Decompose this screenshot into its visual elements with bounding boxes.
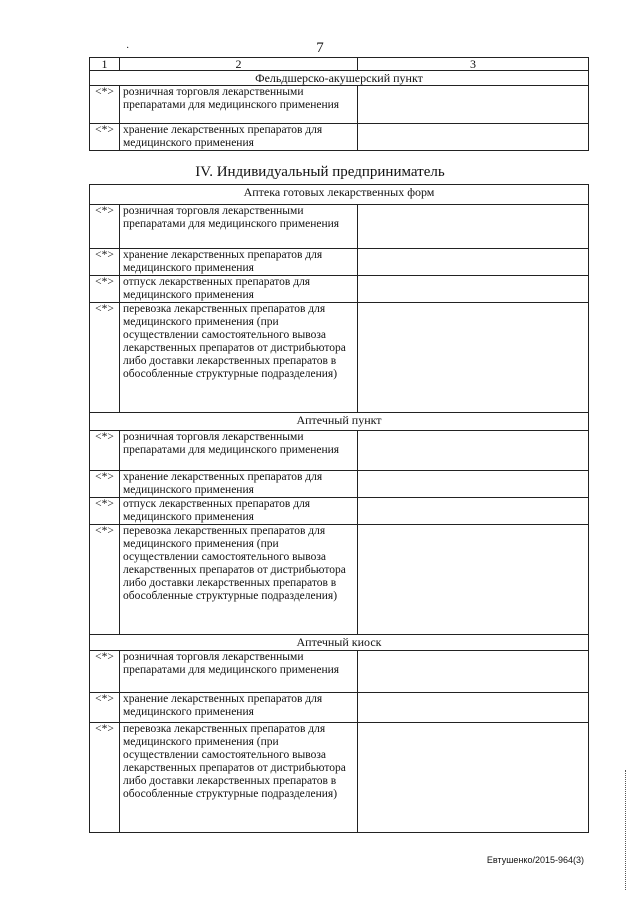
footer-code: Евтушенко/2015-964(3) bbox=[486, 855, 584, 865]
row-mark: <*> bbox=[90, 86, 120, 124]
row-text: отпуск лекарственных препаратов для медицинского применения bbox=[120, 276, 358, 303]
table-row bbox=[90, 205, 589, 249]
row-mark: <*> bbox=[90, 249, 120, 276]
scan-margin-marks bbox=[625, 770, 627, 890]
group-title: Аптечный пункт bbox=[90, 413, 589, 431]
row-mark: <*> bbox=[90, 498, 120, 525]
row-text: розничная торговля лекарственными препаратами для медицинского применения bbox=[120, 205, 358, 249]
row-mark: <*> bbox=[90, 276, 120, 303]
row-text: розничная торговля лекарственными препаратами для медицинского применения bbox=[120, 431, 358, 471]
row-value bbox=[358, 303, 589, 413]
table-row bbox=[90, 303, 589, 413]
row-mark: <*> bbox=[90, 693, 120, 723]
row-mark: <*> bbox=[90, 431, 120, 471]
row-value bbox=[358, 693, 589, 723]
row-mark: <*> bbox=[90, 723, 120, 833]
table-row bbox=[90, 276, 589, 303]
row-text: перевозка лекарственных препаратов для медицинского применения (при осуществлении самостоятельного вывоза лекарственных препаратов от дистрибьютора либо доставки лекарственных препаратов в обособленные структурные подразделения) bbox=[120, 723, 358, 833]
table-row bbox=[90, 86, 589, 124]
group-row bbox=[90, 635, 589, 651]
table-row bbox=[90, 471, 589, 498]
row-value bbox=[358, 525, 589, 635]
table-row bbox=[90, 693, 589, 723]
row-value bbox=[358, 651, 589, 693]
row-text: розничная торговля лекарственными препаратами для медицинского применения bbox=[120, 86, 358, 124]
row-value bbox=[358, 249, 589, 276]
section-title: IV. Индивидуальный предприниматель bbox=[195, 164, 445, 180]
row-mark: <*> bbox=[90, 651, 120, 693]
table-row bbox=[90, 723, 589, 833]
row-value bbox=[358, 86, 589, 124]
row-text: розничная торговля лекарственными препаратами для медицинского применения bbox=[120, 651, 358, 693]
table-row bbox=[90, 651, 589, 693]
row-mark: <*> bbox=[90, 205, 120, 249]
row-text: перевозка лекарственных препаратов для медицинского применения (при осуществлении самостоятельного вывоза лекарственных препаратов от дистрибьютора либо доставки лекарственных препаратов в обособленные структурные подразделения) bbox=[120, 525, 358, 635]
table-main bbox=[89, 184, 589, 833]
table-row bbox=[90, 124, 589, 151]
row-text: хранение лекарственных препаратов для медицинского применения bbox=[120, 124, 358, 151]
row-mark: <*> bbox=[90, 124, 120, 151]
table-row bbox=[90, 431, 589, 471]
group-title: Аптека готовых лекарственных форм bbox=[90, 185, 589, 205]
row-mark: <*> bbox=[90, 303, 120, 413]
scan-dot: · bbox=[126, 43, 130, 54]
group-row bbox=[90, 413, 589, 431]
row-value bbox=[358, 498, 589, 525]
table-row bbox=[90, 525, 589, 635]
row-mark: <*> bbox=[90, 471, 120, 498]
row-text: перевозка лекарственных препаратов для медицинского применения (при осуществлении самостоятельного вывоза лекарственных препаратов от дистрибьютора либо доставки лекарственных препаратов в обособленные структурные подразделения) bbox=[120, 303, 358, 413]
row-value bbox=[358, 431, 589, 471]
row-text: хранение лекарственных препаратов для медицинского применения bbox=[120, 471, 358, 498]
row-mark: <*> bbox=[90, 525, 120, 635]
row-value bbox=[358, 276, 589, 303]
row-value bbox=[358, 471, 589, 498]
row-text: хранение лекарственных препаратов для медицинского применения bbox=[120, 693, 358, 723]
row-text: отпуск лекарственных препаратов для медицинского применения bbox=[120, 498, 358, 525]
table-row bbox=[90, 249, 589, 276]
group-title: Фельдшерско-акушерский пункт bbox=[90, 71, 589, 86]
row-value bbox=[358, 205, 589, 249]
header-col-2: 2 bbox=[120, 58, 358, 71]
group-title: Аптечный киоск bbox=[90, 635, 589, 651]
page-number: 7 bbox=[316, 40, 324, 56]
row-value bbox=[358, 124, 589, 151]
group-row bbox=[90, 185, 589, 205]
row-value bbox=[358, 723, 589, 833]
header-row bbox=[90, 58, 589, 71]
table-row bbox=[90, 498, 589, 525]
table-top bbox=[89, 57, 589, 151]
group-row bbox=[90, 71, 589, 86]
header-col-1: 1 bbox=[90, 58, 120, 71]
header-col-3: 3 bbox=[358, 58, 589, 71]
row-text: хранение лекарственных препаратов для медицинского применения bbox=[120, 249, 358, 276]
